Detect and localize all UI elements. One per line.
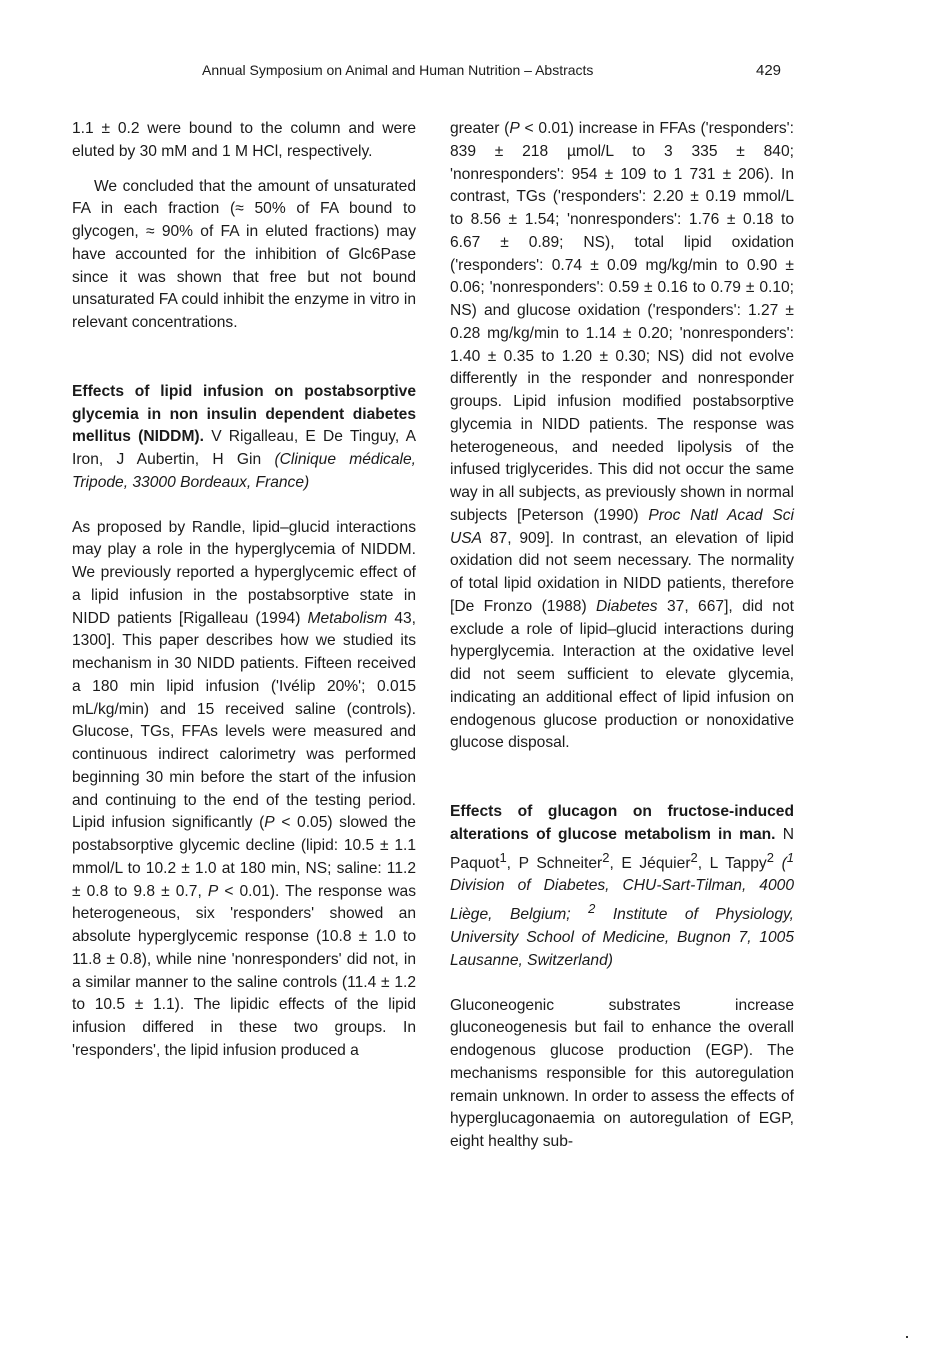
right-column [450, 118, 794, 1154]
body-text: < 0.01). The response was heterogeneous, six 'responders' showed an absolute hyperglycemic response (10.8 ± 1.0 to 11.8 ± 0.8), while nine 'nonresponders' did not, in a similar manner to the saline controls (11.4 ± 1.2 to 10.5 ± 1.1). The lipidic effects of the lipid infusion differed in these two groups. In 'responders', the lipid infusion produced a [72, 882, 416, 1059]
affiliation-superscript: 1 [786, 849, 794, 865]
abstract-body-glucagon: Gluconeogenic substrates increase gluconeogenesis but fail to enhance the overall endogenous glucose production (EGP). The mechanisms responsible for this autoregulation remain unknown. In order to assess the effects of hyperglucagonaemia on autoregulation of EGP, eight healthy sub- [450, 996, 794, 1151]
author-name: , P Schneiter [506, 854, 603, 872]
p-value-symbol: P [264, 814, 275, 832]
p-value-symbol: P [207, 882, 219, 900]
affiliation-paren: ( [781, 854, 787, 872]
abstract-heading-glucagon [450, 801, 794, 973]
left-column [72, 118, 416, 1063]
scan-speck [906, 1336, 908, 1338]
paragraph-continuation: 1.1 ± 0.2 were bound to the column and were eluted by 30 mM and 1 M HCl, respectively. [72, 120, 416, 160]
running-head [0, 62, 930, 84]
abstract-body-continued [450, 118, 794, 755]
citation-journal: Metabolism [307, 609, 388, 627]
citation-journal: Diabetes [596, 597, 658, 615]
author-superscript: 1 [499, 849, 507, 865]
body-text: greater ( [450, 120, 510, 137]
citation-journal: Proc Natl Acad Sci USA [450, 506, 794, 547]
body-text: < 0.01) increase in FFAs ('responders': 839 ± 218 µmol/L to 3 335 ± 840; 'nonresponders': 954 ± 109 to 1 731 ± 206). In contrast, TGs ('responders': 2.20 ± 0.19 mmol/L to 8.56 ± 1.54; 'nonresponders': 1.76 ± 0.18 to 6.67 ± 0.89; NS), total lipid oxidation ('responders': 0.74 ± 0.09 mg/kg/min to 0.90 ± 0.06; 'nonresponders': 0.59 ± 0.16 to 0.79 ± 0.10; NS) and glucose oxidation ('responders': 1.27 ± 0.28 mg/kg/min to 1.14 ± 0.20; 'nonresponders': 1.40 ± 0.35 to 1.20 ± 0.30; NS) did not evolve differently in the responder and nonresponder groups. Lipid infusion modified postabsorptive glycemia in NIDD patients. The response was heterogeneous, and needed lipolysis of the infused triglycerides. This did not occur the same way in all subjects, as previously shown in normal subjects [Peterson (1990) [450, 120, 794, 524]
author-superscript: 2 [602, 849, 610, 865]
author-superscript: 2 [766, 849, 774, 865]
affiliation-superscript: 2 [588, 901, 596, 917]
body-text: 43, 1300]. This paper describes how we studied its mechanism in 30 NIDD patients. Fifteen received a 180 min lipid infusion ('Ivélip 20%'; 0.015 mL/kg/min) and 15 received saline (controls). Glucose, TGs, FFAs levels were measured and continuous indirect calorimetry was performed beginning 30 min before the start of the infusion and continuing to the end of the testing period. Lipid infusion significantly ( [72, 609, 417, 832]
affiliation-text: Institute of Physiology, University School of Medicine, Bugnon 7, 1005 Lausanne, Switzerland) [450, 906, 794, 969]
p-value-symbol: P [509, 120, 520, 137]
abstract-heading-lipid-infusion [72, 381, 416, 495]
author-superscript: 2 [690, 849, 698, 865]
body-text: < 0.05) slowed the postabsorptive glycemic decline (lipid: 10.5 ± 1.1 mmol/L to 10.2 ± 1.0 at 180 min, NS; saline: 11.2 ± 0.8 to 9.8 ± 0.7, [72, 814, 416, 900]
body-text: 37, 667], did not exclude a role of lipid–glucid interactions during hyperglycemia. Interaction at the oxidative level did not seem sufficient to elevate glycemia, indicating an additional effect of lipid infusion on endogenous glucose production or nonoxidative glucose disposal. [450, 597, 794, 752]
author-name: N Paquot [450, 825, 794, 872]
body-text: As proposed by Randle, lipid–glucid interactions may play a role in the hyperglycemia of NIDDM. We previously reported a hyperglycemic effect of a lipid infusion in the postabsorptive state in NIDD patients [Rigalleau (1994) [72, 518, 416, 627]
abstract-authors: V Rigalleau, E De Tinguy, A Iron, J Aubertin, H Gin [72, 428, 416, 468]
page-number: 429 [756, 62, 782, 79]
author-name: , L Tappy [697, 854, 767, 872]
abstract-affiliation: (Clinique médicale, Tripode, 33000 Bordeaux, France) [72, 451, 416, 491]
paragraph-conclusion: We concluded that the amount of unsaturated FA in each fraction (≈ 50% of FA bound to glycogen, ≈ 90% of FA in eluted fractions) may have accounted for the inhibition of Glc6Pase since it was shown that free but not bound unsaturated FA could inhibit the enzyme in vitro in relevant concentrations. [72, 177, 416, 331]
affiliation-text: Division of Diabetes, CHU-Sart-Tilman, 4000 Liège, Belgium; [450, 877, 794, 924]
abstract-title: Effects of glucagon on fructose-induced alterations of glucose metabolism in man. [450, 803, 794, 843]
journal-title: Annual Symposium on Animal and Human Nutrition – Abstracts [202, 62, 594, 78]
body-text: 87, 909]. In contrast, an elevation of lipid oxidation did not seem necessary. The normality of total lipid oxidation in NIDD patients, therefore [De Fronzo (1988) [450, 529, 794, 615]
abstract-title: Effects of lipid infusion on postabsorptive glycemia in non insulin dependent diabetes mellitus (NIDDM). [72, 382, 416, 446]
abstract-body-lipid-infusion [72, 517, 416, 1063]
author-name: , E Jéquier [609, 854, 691, 872]
